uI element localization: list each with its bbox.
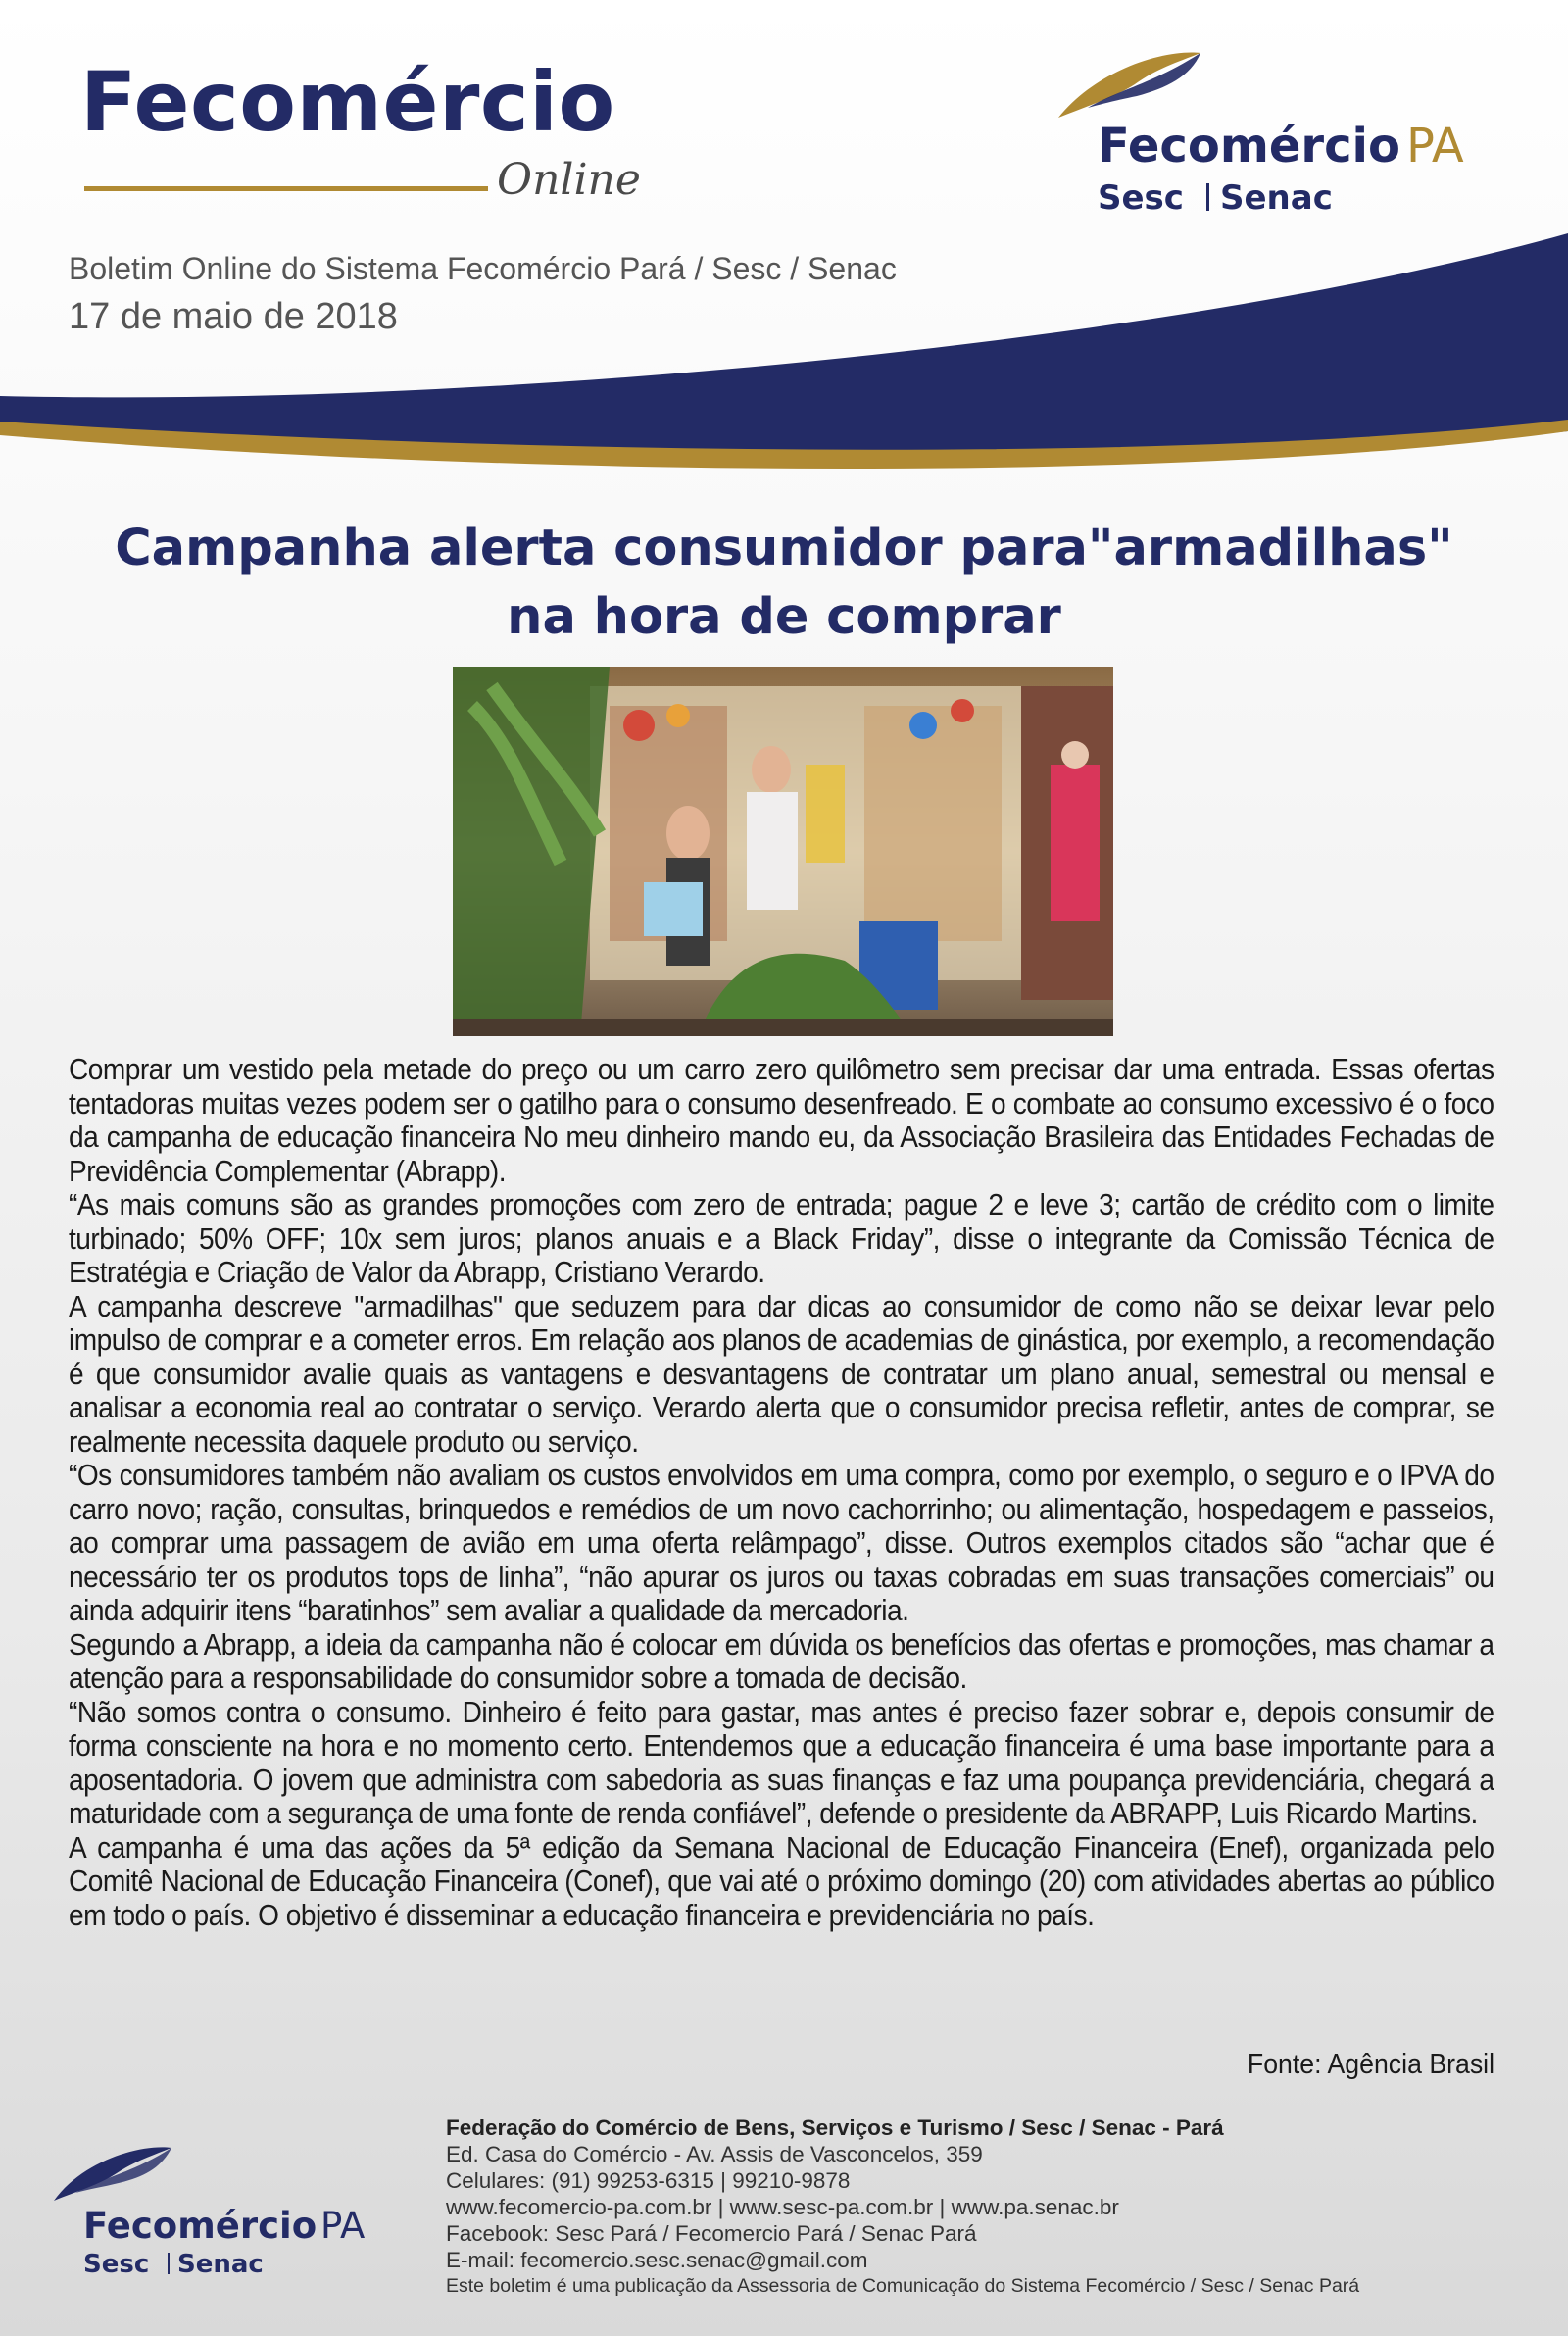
fecomercio-pa-logo xyxy=(1058,49,1509,216)
brand-underline xyxy=(84,186,488,191)
footer-websites[interactable]: www.fecomercio-pa.com.br | www.sesc-pa.com.br | www.pa.senac.br xyxy=(446,2195,1119,2219)
headline-line-1: Campanha alerta consumidor para"armadilhas" xyxy=(115,520,1453,577)
article-paragraph: “As mais comuns são as grandes promoções com zero de entrada; pague 2 e leve 3; cartão de crédito com o limite turbinado; 50% OFF; 10x sem juros; planos anuais e a Black Friday”, disse o integrante da Comissão Técnica de Estratégia e Criação de Valor da Abrapp, Cristiano Verardo. xyxy=(69,1189,1494,1289)
publication-date: 17 de maio de 2018 xyxy=(69,296,398,337)
footer-logo-senac: Senac xyxy=(177,2250,264,2274)
article-source: Fonte: Agência Brasil xyxy=(1247,2049,1494,2080)
article-photo xyxy=(453,667,1113,1036)
brand-title: Fecomércio xyxy=(80,54,615,150)
article-paragraph: A campanha é uma das ações da 5ª edição da Semana Nacional de Educação Financeira (Enef), organizada pelo Comitê Nacional de Educação Financeira (Conef), que vai até o próximo domingo (20) com atividades abertas ao público em todo o país. O objetivo é disseminar a educação financeira e previdenciária no país. xyxy=(69,1831,1494,1932)
logo-sesc: Sesc xyxy=(1098,178,1184,216)
footer-organization: Federação do Comércio de Bens, Serviços e Turismo / Sesc / Senac - Pará xyxy=(446,2115,1224,2140)
headline-line-2: na hora de comprar xyxy=(507,588,1061,646)
bulletin-subtitle: Boletim Online do Sistema Fecomércio Pará / Sesc / Senac xyxy=(69,251,897,286)
article-headline xyxy=(59,515,1509,652)
article-paragraph: Segundo a Abrapp, a ideia da campanha não é colocar em dúvida os benefícios das ofertas e promoções, mas chamar a atenção para a responsabilidade do consumidor sobre a tomada de decisão. xyxy=(69,1628,1494,1695)
footer-phones: Celulares: (91) 99253-6315 | 99210-9878 xyxy=(446,2168,851,2193)
article-paragraph: “Não somos contra o consumo. Dinheiro é feito para gastar, mas antes é preciso fazer sobrar e, depois consumir de forma consciente na hora e no momento certo. Entendemos que a educação financeira é uma base importante para a aposentadoria. O jovem que administra com sabedoria as suas finanças e faz uma poupança previdenciária, chegará a maturidade com a segurança de uma fonte de renda confiável”, defende o presidente da ABRAPP, Luis Ricardo Martins. xyxy=(69,1696,1494,1830)
logo-suffix: PA xyxy=(1406,119,1464,174)
footer-logo-suffix: PA xyxy=(320,2205,366,2247)
footer-fecomercio-pa-logo xyxy=(54,2142,407,2274)
article-paragraph: Comprar um vestido pela metade do preço ou um carro zero quilômetro sem precisar dar uma entrada. Essas ofertas tentadoras muitas vezes podem ser o gatilho para o consumo desenfreado. E o combate ao consumo excessivo é o foco da campanha de educação financeira No meu dinheiro mando eu, da Associação Brasileira das Entidades Fechadas de Previdência Complementar (Abrapp). xyxy=(69,1054,1494,1188)
brand-subtitle: Online xyxy=(497,155,641,205)
logo-name: Fecomércio xyxy=(1098,119,1400,174)
logo-senac: Senac xyxy=(1220,178,1333,216)
article-paragraph: A campanha descreve "armadilhas" que seduzem para dar dicas ao consumidor de como não se deixar levar pelo impulso de comprar e a cometer erros. Em relação aos planos de academias de ginástica, por exemplo, a recomendação é que consumidor avalie quais as vantagens e desvantagens de contratar um plano anual, semestral ou mensal e analisar a economia real ao contratar o serviço. Verardo alerta que o consumidor precisa refletir, antes de comprar, se realmente necessita daquele produto ou serviço. xyxy=(69,1290,1494,1459)
footer-note: Este boletim é uma publicação da Assessoria de Comunicação do Sistema Fecomércio / Sesc / Senac Pará xyxy=(446,2275,1360,2297)
footer-email[interactable]: E-mail: fecomercio.sesc.senac@gmail.com xyxy=(446,2248,868,2272)
footer-contact-info xyxy=(446,2114,1524,2300)
footer-address: Ed. Casa do Comércio - Av. Assis de Vasconcelos, 359 xyxy=(446,2142,983,2166)
article-body xyxy=(69,1054,1494,1933)
article-paragraph: “Os consumidores também não avaliam os custos envolvidos em uma compra, como por exemplo, o seguro e o IPVA do carro novo; ração, consultas, brinquedos e remédios de um novo cachorrinho; ou alimentação, hospedagem e passeios, ao comprar uma passagem de avião em uma oferta relâmpago”, disse. Outros exemplos citados são “achar que é necessário ter os produtos tops de linha”, “não apurar os juros ou taxas cobradas em suas transações comerciais” ou ainda adquirir itens “baratinhos” sem avaliar a qualidade da mercadoria. xyxy=(69,1460,1494,1627)
footer-logo-name: Fecomércio xyxy=(83,2205,318,2247)
footer-facebook: Facebook: Sesc Pará / Fecomercio Pará / Senac Pará xyxy=(446,2221,977,2246)
footer-logo-sesc: Sesc xyxy=(83,2250,150,2274)
shopping-storefront-photo-icon xyxy=(453,667,1113,1036)
